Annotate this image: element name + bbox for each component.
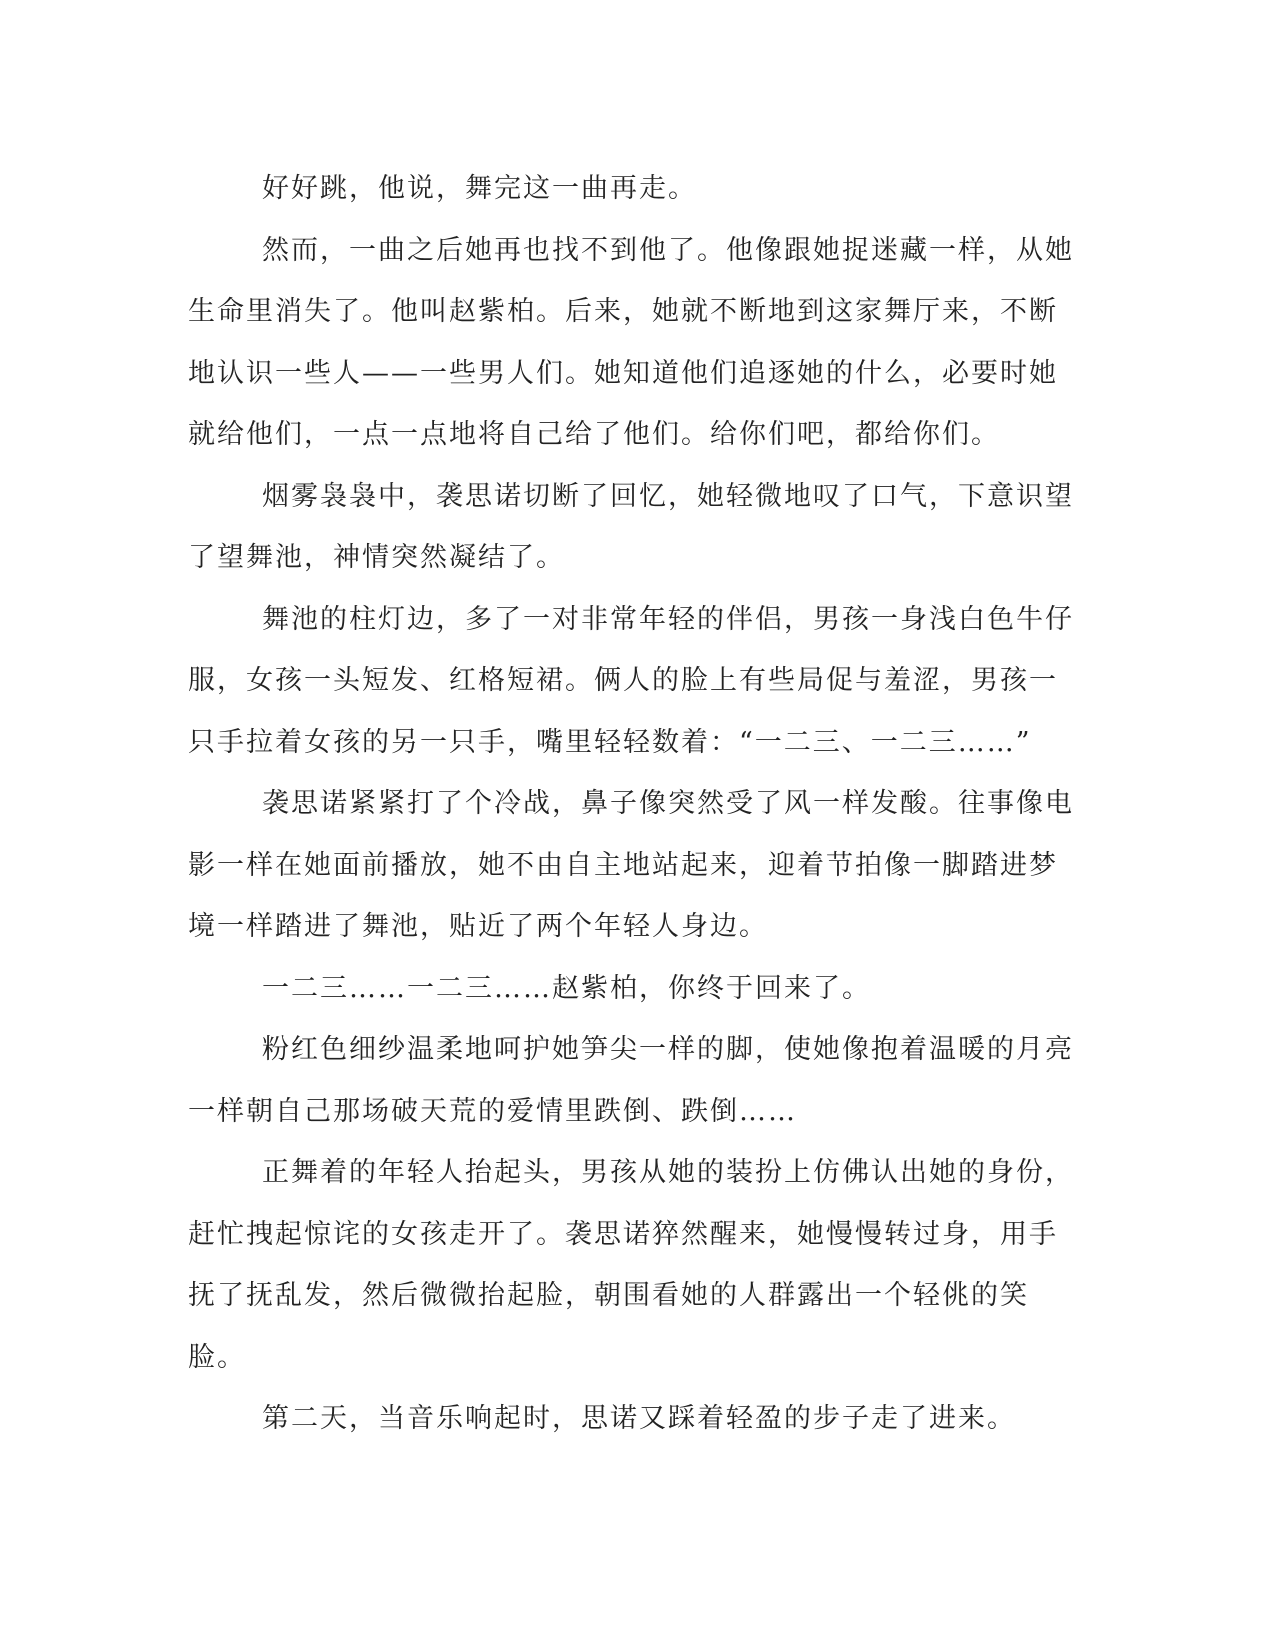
paragraph-5: 袭思诺紧紧打了个冷战，鼻子像突然受了风一样发酸。往事像电影一样在她面前播放，她不由自主地站起来，迎着节拍像一脚踏进梦境一样踏进了舞池，贴近了两个年轻人身边。	[188, 788, 1074, 942]
paragraph-7: 粉红色细纱温柔地呵护她笋尖一样的脚，使她像抱着温暖的月亮一样朝自己那场破天荒的爱情里跌倒、跌倒……	[188, 1034, 1074, 1127]
paragraph-4: 舞池的柱灯边，多了一对非常年轻的伴侣，男孩一身浅白色牛仔服，女孩一头短发、红格短裙。俩人的脸上有些局促与羞涩，男孩一只手拉着女孩的另一只手，嘴里轻轻数着：“一二三、一二三……”	[188, 603, 1074, 758]
paragraph-6: 一二三……一二三……赵紫柏，你终于回来了。	[262, 972, 871, 1004]
paragraph-1: 好好跳，他说，舞完这一曲再走。	[262, 173, 697, 204]
story-text	[188, 158, 1078, 1450]
paragraph-2: 然而，一曲之后她再也找不到他了。他像跟她捉迷藏一样，从她生命里消失了。他叫赵紫柏。后来，她就不断地到这家舞厅来，不断地认识一些人——一些男人们。她知道他们追逐她的什么，必要时她就给他们，一点一点地将自己给了他们。给你们吧，都给你们。	[188, 234, 1074, 450]
paragraph-9: 第二天，当音乐响起时，思诺又踩着轻盈的步子走了进来。	[262, 1403, 1016, 1434]
paragraph-8: 正舞着的年轻人抬起头，男孩从她的装扮上仿佛认出她的身份，赶忙拽起惊诧的女孩走开了。袭思诺猝然醒来，她慢慢转过身，用手抚了抚乱发，然后微微抬起脸，朝围看她的人群露出一个轻佻的笑脸。	[188, 1157, 1074, 1373]
paragraph-3: 烟雾袅袅中，袭思诺切断了回忆，她轻微地叹了口气，下意识望了望舞池，神情突然凝结了。	[188, 480, 1074, 573]
